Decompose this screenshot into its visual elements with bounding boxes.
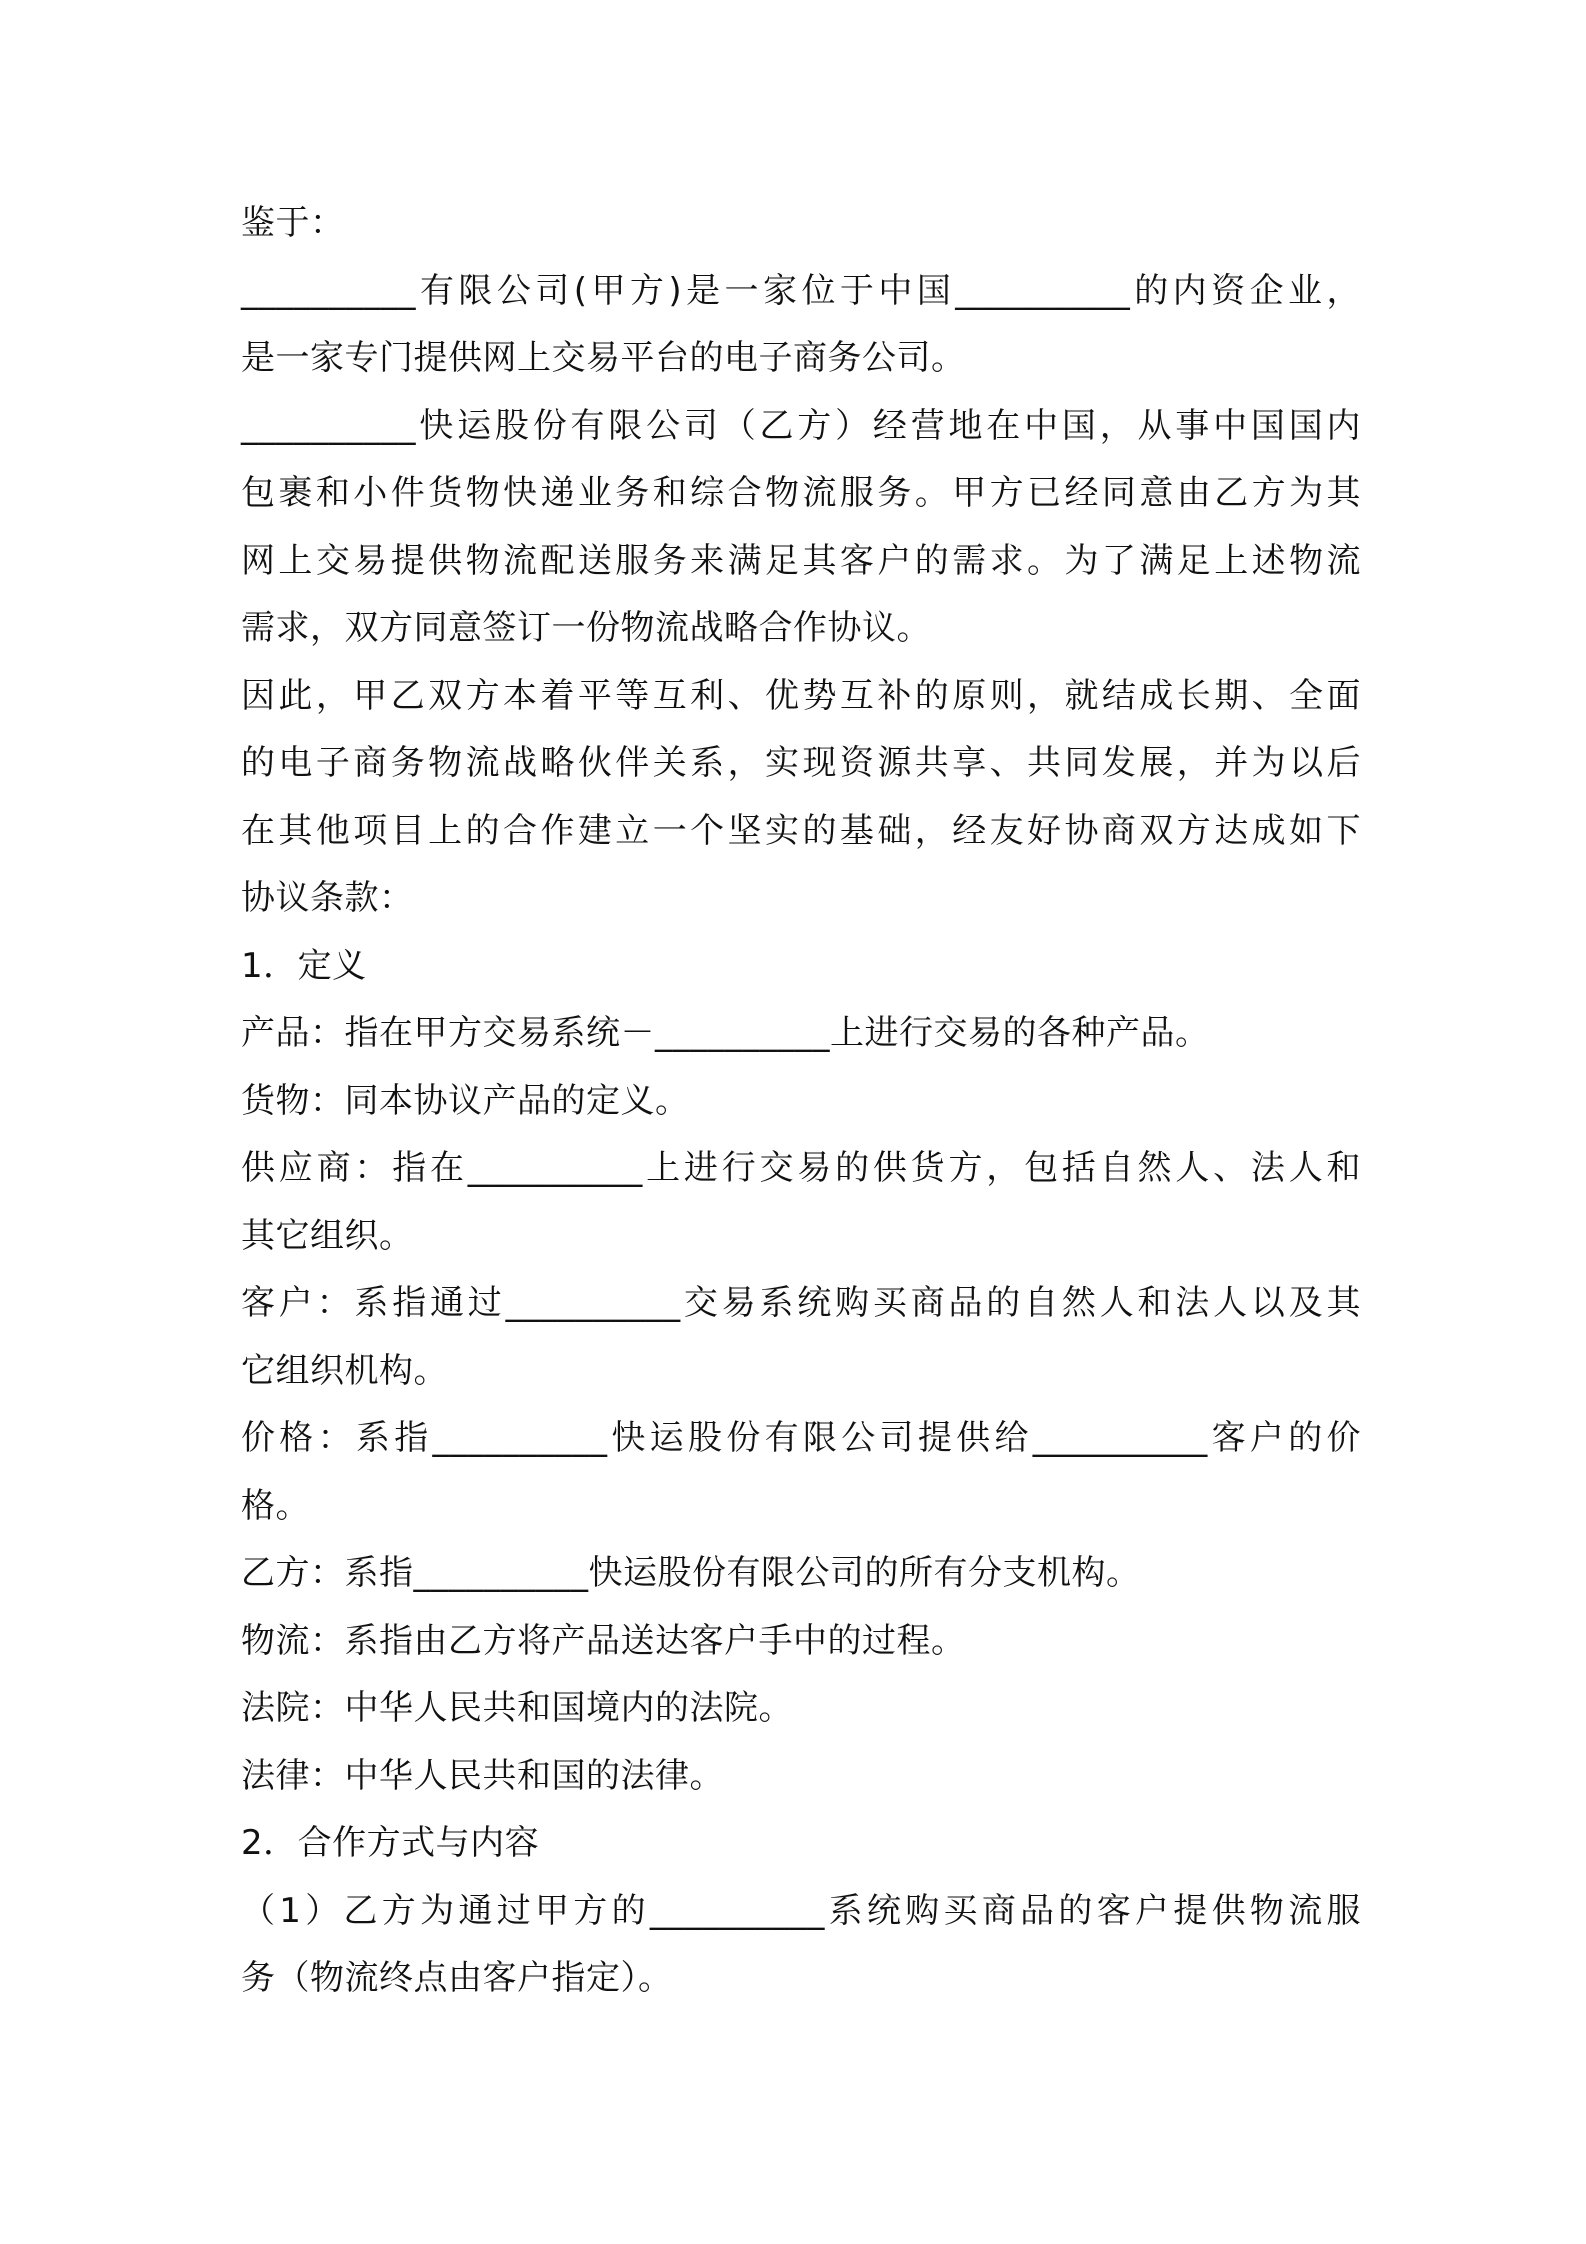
text-line: 其它组织。: [241, 1215, 414, 1256]
document-body: [241, 190, 1361, 2013]
text-line: 是一家专门提供网上交易平台的电子商务公司。: [241, 338, 966, 378]
section-heading-cooperation: 2．合作方式与内容: [241, 1823, 540, 1863]
clause-1: （1）乙方为通过甲方的__________系统购买商品的客户提供物流服: [241, 1890, 1361, 1931]
text-line: __________有限公司(甲方)是一家位于中国__________的内资企业，: [241, 270, 1361, 311]
text-line: 它组织机构。: [241, 1350, 448, 1391]
definition-supplier: 供应商：指在__________上进行交易的供货方，包括自然人、法人和: [241, 1148, 1361, 1188]
section-heading-definitions: 1．定义: [241, 945, 367, 986]
text-line: 协议条款：: [241, 878, 414, 918]
text-line: __________快运股份有限公司（乙方）经营地在中国，从事中国国内: [241, 405, 1361, 446]
text-line: 在其他项目上的合作建立一个坚实的基础，经友好协商双方达成如下: [241, 810, 1361, 851]
definition-court: 法院：中华人民共和国境内的法院。: [241, 1688, 793, 1728]
definition-price: 价格：系指__________快运股份有限公司提供给__________客户的价: [241, 1418, 1361, 1458]
definition-product: 产品：指在甲方交易系统－__________上进行交易的各种产品。: [241, 1013, 1210, 1053]
definition-logistics: 物流：系指由乙方将产品送达客户手中的过程。: [241, 1620, 966, 1661]
text-line: 务（物流终点由客户指定）。: [241, 1958, 673, 1998]
definition-party-b: 乙方：系指__________快运股份有限公司的所有分支机构。: [241, 1553, 1141, 1593]
text-line: 网上交易提供物流配送服务来满足其客户的需求。为了满足上述物流: [241, 540, 1361, 581]
text-line-preamble-heading: 鉴于：: [241, 203, 345, 243]
text-line: 需求，双方同意签订一份物流战略合作协议。: [241, 608, 931, 648]
definition-goods: 货物：同本协议产品的定义。: [241, 1080, 690, 1121]
text-line: 包裹和小件货物快递业务和综合物流服务。甲方已经同意由乙方为其: [241, 473, 1361, 513]
definition-law: 法律：中华人民共和国的法律。: [241, 1755, 724, 1796]
definition-customer: 客户：系指通过__________交易系统购买商品的自然人和法人以及其: [241, 1283, 1361, 1323]
text-line: 格。: [241, 1485, 310, 1526]
text-line: 的电子商务物流战略伙伴关系，实现资源共享、共同发展，并为以后: [241, 743, 1361, 783]
text-line: 因此，甲乙双方本着平等互利、优势互补的原则，就结成长期、全面: [241, 675, 1361, 716]
